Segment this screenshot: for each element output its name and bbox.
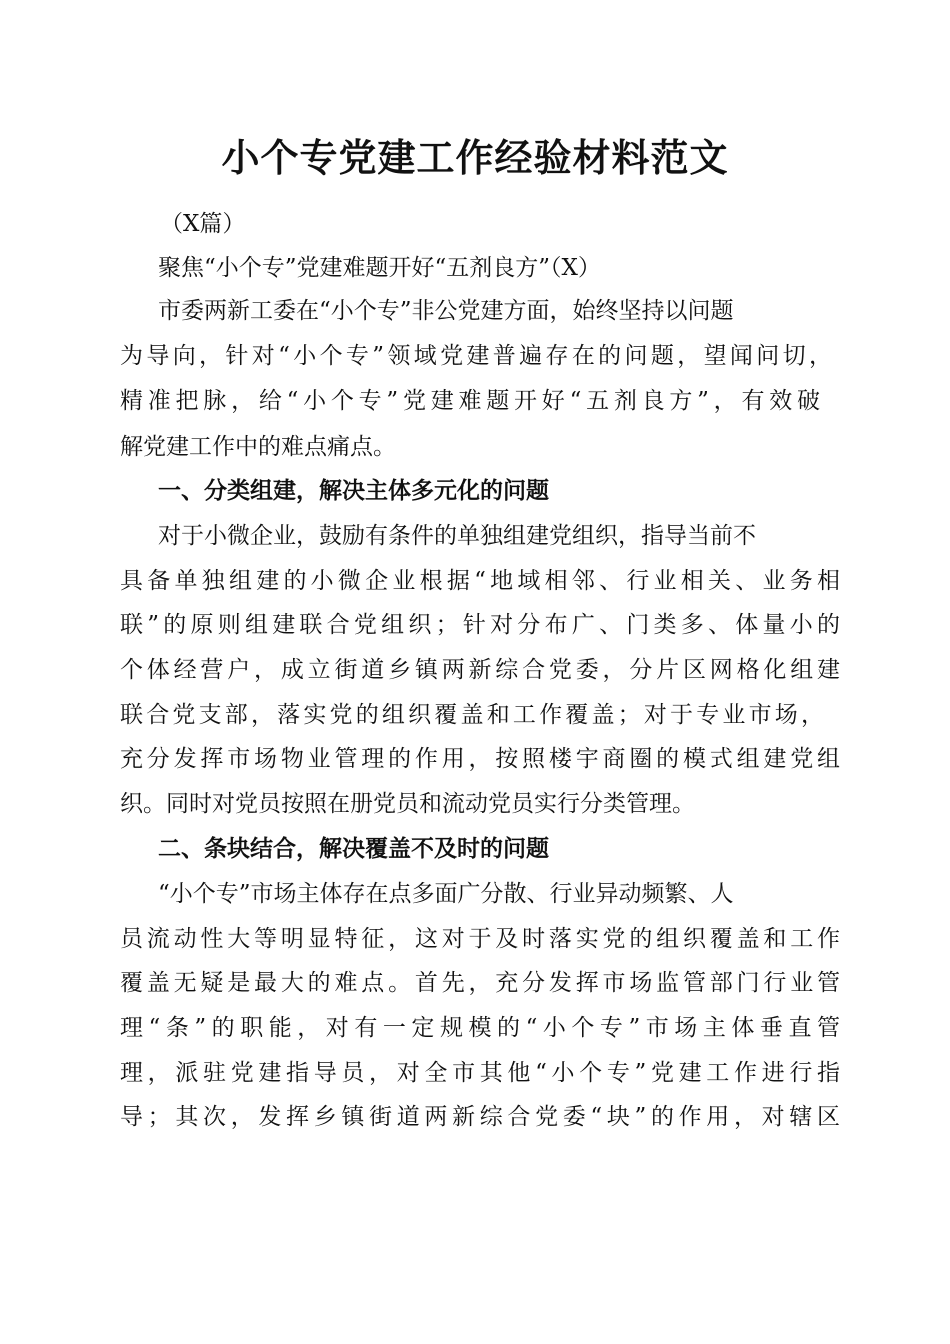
body-line: 联”的原则组建联合党组织；针对分布广、门类多、体量小的: [120, 612, 840, 638]
body-line: 个体经营户，成立街道乡镇两新综合党委，分片区网格化组建: [120, 657, 840, 683]
intro-line: 解党建工作中的难点痛点。: [120, 434, 396, 460]
intro-line: 为导向，针对“小个专”领域党建普遍存在的问题，望闻问切，: [120, 343, 832, 369]
subtitle-x: （X篇）: [160, 211, 246, 237]
body-line: 织。同时对党员按照在册党员和流动党员实行分类管理。: [120, 791, 695, 817]
body-line: 具备单独组建的小微企业根据“地域相邻、行业相关、业务相: [120, 568, 840, 594]
body-line: 对于小微企业，鼓励有条件的单独组建党组织，指导当前不: [158, 523, 756, 549]
document-title: 小个专党建工作经验材料范文: [221, 135, 729, 180]
body-line: 联合党支部，落实党的组织覆盖和工作覆盖；对于专业市场，: [120, 702, 824, 728]
body-line: 覆盖无疑是最大的难点。首先，充分发挥市场监管部门行业管: [120, 970, 840, 996]
body-line: 员流动性大等明显特征，这对于及时落实党的组织覆盖和工作: [120, 926, 840, 952]
body-line: 导；其次，发挥乡镇街道两新综合党委“块”的作用，对辖区: [120, 1104, 840, 1130]
body-line: 理“条”的职能，对有一定规模的“小个专”市场主体垂直管: [120, 1015, 840, 1041]
article-title: 聚焦“小个专”党建难题开好“五剂良方”（X）: [158, 255, 601, 281]
intro-line: 市委两新工委在“小个专”非公党建方面，始终坚持以问题: [158, 298, 734, 324]
intro-line: 精准把脉，给“小个专”党建难题开好“五剂良方”，有效破: [120, 388, 820, 414]
body-line: 充分发挥市场物业管理的作用，按照楼宇商圈的模式组建党组: [120, 746, 840, 772]
section-heading: 一、分类组建，解决主体多元化的问题: [158, 478, 549, 504]
body-line: 理，派驻党建指导员，对全市其他“小个专”党建工作进行指: [120, 1060, 840, 1086]
body-line: “小个专”市场主体存在点多面广分散、行业异动频繁、人: [158, 881, 734, 907]
section-heading: 二、条块结合，解决覆盖不及时的问题: [158, 836, 549, 862]
